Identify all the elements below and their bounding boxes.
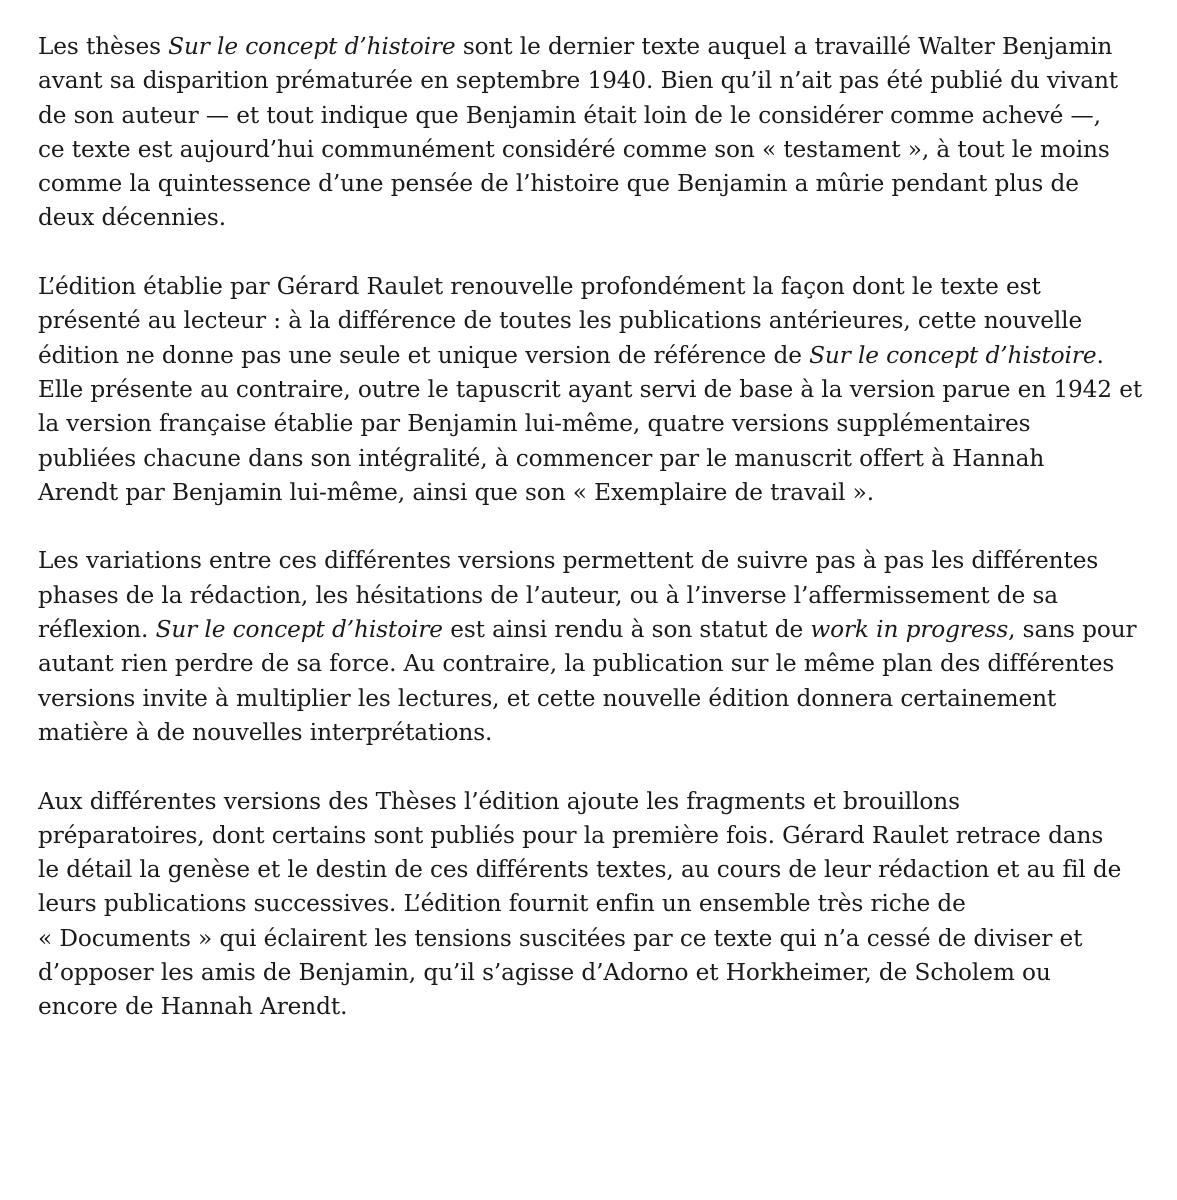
text-segment: autant rien perdre de sa force. Au contraire, la publication sur le même plan des différentes [38, 650, 1115, 678]
text-segment: comme la quintessence d’une pensée de l’histoire que Benjamin a mûrie pendant plus de [38, 170, 1079, 198]
text-segment: est ainsi rendu à son statut de [442, 616, 811, 644]
text-segment: sont le dernier texte auquel a travaillé Walter Benjamin [455, 33, 1113, 60]
italic-text-segment: Sur le concept d’histoire [155, 616, 443, 644]
text-line [38, 716, 1138, 750]
paragraph [38, 30, 1138, 236]
italic-text-segment: work in progress [810, 616, 1009, 644]
text-segment: L’édition établie par Gérard Raulet renouvelle profondément la façon dont le texte est [38, 273, 1041, 301]
paragraph [38, 785, 1138, 1025]
text-line [38, 819, 1138, 853]
text-line [38, 887, 1138, 921]
text-line [38, 373, 1143, 407]
text-line [38, 476, 1138, 510]
text-line [38, 270, 1138, 304]
text-segment: d’opposer les amis de Benjamin, qu’il s’agisse d’Adorno et Horkheimer, de Scholem ou [38, 959, 1051, 987]
text-line [38, 922, 1138, 956]
text-segment: , sans pour [1008, 616, 1137, 644]
text-line [38, 201, 1138, 235]
text-line [38, 339, 1138, 373]
text-line [38, 785, 1138, 819]
text-line [38, 956, 1138, 990]
text-segment: le détail la genèse et le destin de ces différents textes, au cours de leur rédaction et au fil de [38, 856, 1122, 884]
paragraph [38, 270, 1143, 510]
text-segment: la version française établie par Benjamin lui-même, quatre versions supplémentaires [38, 410, 1031, 438]
text-segment: de son auteur — et tout indique que Benjamin était loin de le considérer comme achevé —, [38, 101, 1101, 129]
text-segment: Les variations entre ces différentes versions permettent de suivre pas à pas les différentes [38, 547, 1099, 575]
text-line [38, 407, 1138, 441]
text-segment: avant sa disparition prématurée en septembre 1940. Bien qu’il n’ait pas été publié du vivant [38, 67, 1119, 95]
text-line [38, 579, 1138, 613]
text-segment: présenté au lecteur : à la différence de toutes les publications antérieures, cette nouvelle [38, 307, 1083, 335]
text-segment: encore de Hannah Arendt. [38, 993, 348, 1021]
text-line [38, 167, 1138, 201]
text-segment: matière à de nouvelles interprétations. [38, 718, 493, 746]
italic-text-segment: Sur le concept d’histoire [168, 33, 456, 60]
paragraph [38, 544, 1138, 750]
text-segment: édition ne donne pas une seule et unique version de référence de [38, 341, 810, 369]
text-line [38, 853, 1138, 887]
text-line [38, 682, 1138, 716]
text-segment: publiées chacune dans son intégralité, à commencer par le manuscrit offert à Hannah [38, 444, 1045, 472]
text-segment: préparatoires, dont certains sont publiés pour la première fois. Gérard Raulet retrace dans [38, 821, 1104, 849]
text-line [38, 30, 1138, 64]
text-line [38, 613, 1138, 647]
text-segment: Elle présente au contraire, outre le tapuscrit ayant servi de base à la version parue en 1942 et [38, 375, 1143, 403]
text-segment: phases de la rédaction, les hésitations de l’auteur, ou à l’inverse l’affermissement de sa [38, 581, 1059, 609]
text-line [38, 647, 1138, 681]
text-segment: réflexion. [38, 616, 156, 644]
text-line [38, 990, 1138, 1024]
text-line [38, 64, 1138, 98]
italic-text-segment: Sur le concept d’histoire [809, 341, 1097, 369]
text-line [38, 133, 1138, 167]
text-segment: deux décennies. [38, 204, 226, 232]
text-segment: Les thèses [38, 33, 169, 60]
text-segment: Aux différentes versions des Thèses l’édition ajoute les fragments et brouillons [38, 787, 960, 815]
text-line [38, 544, 1138, 578]
article-body [38, 30, 1143, 1025]
text-segment: Arendt par Benjamin lui-même, ainsi que son « Exemplaire de travail ». [38, 478, 875, 506]
text-line [38, 99, 1138, 133]
text-line [38, 304, 1138, 338]
text-segment: ce texte est aujourd’hui communément considéré comme son « testament », à tout le moins [38, 135, 1110, 163]
text-segment: leurs publications successives. L’édition fournit enfin un ensemble très riche de [38, 890, 966, 918]
text-segment: « Documents » qui éclairent les tensions suscitées par ce texte qui n’a cessé de diviser et [38, 924, 1083, 952]
text-line [38, 442, 1138, 476]
text-segment: versions invite à multiplier les lectures, et cette nouvelle édition donnera certainement [38, 684, 1057, 712]
text-segment: . [1096, 341, 1104, 369]
